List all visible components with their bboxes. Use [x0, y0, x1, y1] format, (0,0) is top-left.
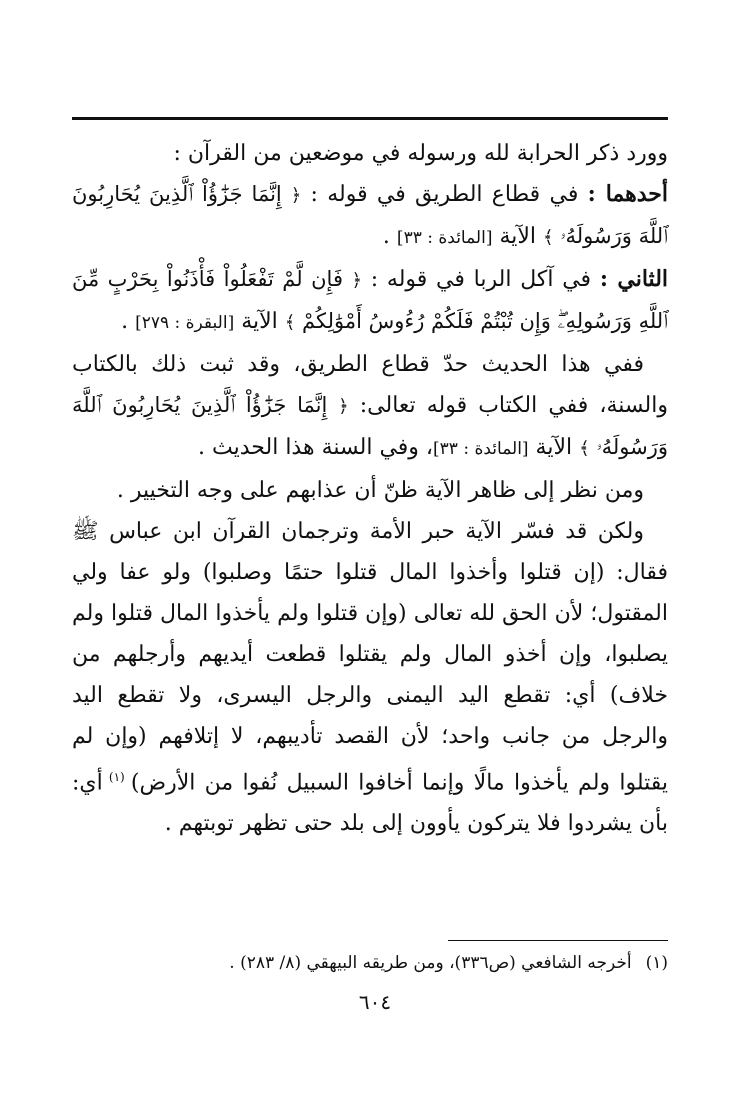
paragraph-intro — [72, 133, 668, 174]
paragraph-hadith — [72, 344, 668, 470]
quran-verse: إِنَّمَا جَزَٰٓؤُاْ ٱلَّذِينَ يُحَارِبُونَ ٱللَّهَ وَرَسُولَهُۥ — [72, 393, 668, 459]
paragraph-end: ، وفي السنة هذا الحديث . — [198, 435, 434, 460]
paragraph-first — [72, 174, 668, 259]
quran-bracket-close: ﴾ — [284, 312, 296, 333]
footnote — [72, 950, 668, 976]
verse-reference: [البقرة : ٢٧٩] — [135, 313, 235, 333]
page-number: ٦٠٤ — [358, 990, 392, 1014]
quran-bracket-open: ﴿ — [338, 396, 349, 417]
paragraph-label: أحدهما : — [587, 181, 668, 207]
paragraph-text-continued: أي: بأن يشردوا فلا يتركون يأوون إلى بلد حتى تظهر توبتهم . — [72, 770, 668, 837]
paragraph-text: ولكن قد فسّر الآية حبر الأمة وترجمان القرآن ابن عباس ﷺ فقال: (إن قتلوا وأخذوا المال قتلوا حتمًا وصلبوا) ولو عفا ولي المقتول؛ لأن الحق لله تعالى (وإن قتلوا ولم يأخذوا المال قتلوا ولم يصلبوا، وإن أخذو المال ولم يقتلوا قطعت أيديهم وأرجلهم من خلاف) أي: تقطع اليد اليمنى والرجل اليسرى، ولا تقطع اليد والرجل من جانب واحد؛ لأن القصد تأديبهم، لا إتلافهم (وإن لم يقتلوا ولم يأخذوا مالًا وإنما أخافوا السبيل نُفوا من الأرض) — [72, 519, 669, 796]
footnote-text: أخرجه الشافعي (ص٣٣٦)، ومن طريقه البيهقي (٨/ ٢٨٣) . — [229, 953, 632, 973]
quran-bracket-close: ﴾ — [543, 227, 554, 248]
main-text — [72, 133, 668, 844]
verse-reference: [المائدة : ٣٣] — [433, 439, 529, 459]
paragraph-end: . — [121, 309, 136, 334]
paragraph-end: . — [382, 224, 397, 249]
paragraph-second — [72, 259, 668, 344]
footnote-rule — [448, 940, 668, 941]
quran-verse: إِنَّمَا جَزَٰٓؤُاْ ٱلَّذِينَ يُحَارِبُونَ ٱللَّهَ وَرَسُولَهُۥ — [72, 182, 668, 248]
paragraph-text: في آكل الربا في قوله : — [361, 267, 600, 292]
verse-label: الآية — [492, 224, 544, 249]
verse-reference: [المائدة : ٣٣] — [396, 228, 493, 248]
quran-bracket-open: ﴿ — [351, 270, 362, 291]
paragraph-label: الثاني : — [599, 266, 669, 292]
paragraph-text: ومن نظر إلى ظاهر الآية ظنّ أن عذابهم على وجه التخيير . — [116, 478, 644, 503]
paragraph-apparent — [72, 470, 668, 511]
header-rule — [72, 117, 668, 120]
paragraph-text: وورد ذكر الحرابة لله ورسوله في موضعين من القرآن : — [173, 141, 668, 166]
paragraph-ibn-abbas — [72, 511, 668, 844]
paragraph-text: في قطاع الطريق في قوله : — [301, 182, 588, 207]
verse-label: الآية — [234, 309, 285, 334]
verse-label: الآية — [528, 435, 580, 460]
quran-verse: فَإِن لَّمْ تَفْعَلُواْ فَأْذَنُواْ بِحَرْبٍ مِّنَ ٱللَّهِ وَرَسُولِهِۦۖ وَإِن تُبْتُمْ فَلَكُمْ رُءُوسُ أَمْوَٰلِكُمْ — [72, 267, 668, 333]
quran-bracket-close: ﴾ — [579, 438, 590, 459]
footnote-number: (١) — [645, 953, 668, 973]
footnote-marker: (١) — [102, 770, 131, 784]
quran-bracket-open: ﴿ — [290, 185, 302, 206]
paragraph-text: ففي هذا الحديث حدّ قطاع الطريق، وقد ثبت ذلك بالكتاب والسنة، ففي الكتاب قوله تعالى: — [72, 352, 668, 418]
